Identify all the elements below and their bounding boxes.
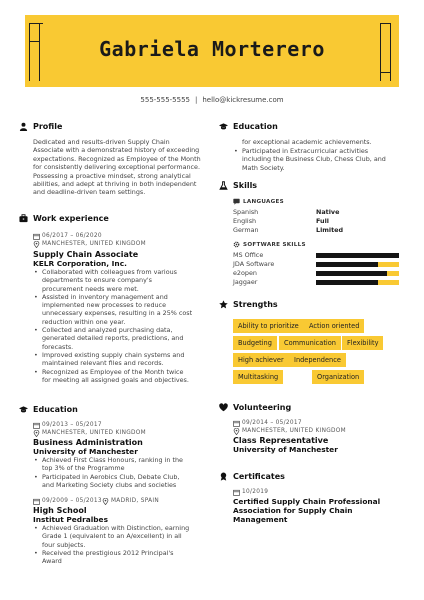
- skill-level-gap: [387, 271, 399, 276]
- skill-level-bar: [316, 253, 399, 258]
- skill-level-bar: [316, 271, 399, 276]
- header-frame-line: [380, 72, 391, 73]
- header-frame-line: [380, 23, 391, 24]
- volunteering-title: Volunteering: [233, 403, 292, 412]
- location-pin-icon: [233, 428, 240, 435]
- strengths-title: Strengths: [233, 300, 278, 309]
- strength-tag: Multitasking: [233, 370, 283, 384]
- education-bullets: [33, 456, 193, 489]
- calendar-icon: [33, 233, 40, 240]
- education-continued-title: Education: [233, 122, 278, 131]
- list-item: • Assisted in inventory management and implemented new processes to reduce unnecessary expenses, resulting in a 25% cost reduction within one year.: [33, 293, 193, 326]
- strength-tag: Ability to prioritize: [233, 319, 304, 333]
- contact-line: [0, 96, 424, 104]
- location-pin-icon: [102, 498, 109, 505]
- education-location: MADRID, SPAIN: [111, 498, 160, 504]
- work-location: MANCHESTER, UNITED KINGDOM: [42, 241, 146, 247]
- certificate-name: Certified Supply Chain Professional Association for Supply Chain Management: [233, 497, 381, 524]
- list-item: • Participated in Extracurricular activities including the Business Club, Chess Club, and Math Society.: [233, 147, 398, 172]
- work-company: KELR Corporation, Inc.: [33, 259, 127, 268]
- certificates-title: Certificates: [233, 472, 285, 481]
- list-item: • Received the prestigious 2012 Principal's Award: [33, 549, 193, 566]
- education-dates: 09/2009 – 05/2013: [42, 498, 102, 504]
- profile-title: Profile: [33, 122, 63, 131]
- list-item: • Improved existing supply chain systems and maintained relevant files and records.: [33, 351, 193, 368]
- calendar-icon: [33, 498, 40, 505]
- software-name: e2open: [233, 269, 257, 277]
- education-degree: Business Administration: [33, 438, 143, 447]
- location-pin-icon: [33, 430, 40, 437]
- work-dates: 06/2017 – 06/2020: [42, 233, 102, 239]
- graduation-cap-icon: [19, 405, 28, 414]
- header-frame-line: [29, 23, 43, 24]
- software-name: Jaggaer: [233, 278, 258, 286]
- heart-icon: [219, 403, 228, 412]
- header-banner: [25, 15, 399, 87]
- gear-icon: [233, 241, 240, 248]
- education-title: Education: [33, 405, 78, 414]
- calendar-icon: [33, 422, 40, 429]
- calendar-icon: [233, 489, 240, 496]
- person-icon: [19, 122, 28, 131]
- location-pin-icon: [33, 241, 40, 248]
- language-name: Spanish: [233, 208, 259, 216]
- strength-tag: High achiever: [233, 353, 289, 367]
- education-location: MANCHESTER, UNITED KINGDOM: [42, 430, 146, 436]
- briefcase-icon: [19, 214, 28, 223]
- graduation-cap-icon: [219, 122, 228, 131]
- software-name: JDA Software: [233, 260, 275, 268]
- volunteering-dates: 09/2014 – 05/2017: [242, 420, 302, 426]
- education-school: University of Manchester: [33, 447, 138, 456]
- skill-level-gap: [378, 280, 399, 285]
- list-item: • Collaborated with colleagues from various departments to ensure company's procurement needs were met.: [33, 268, 193, 293]
- list-item: • Collected and analyzed purchasing data, generated detailed reports, predictions, and forecasts.: [33, 326, 193, 351]
- calendar-icon: [233, 420, 240, 427]
- profile-text: Dedicated and results-driven Supply Chain Associate with a demonstrated history of exceeding expectations. Recognized as Employee of the Month for consistently delivering exceptional performance. Possessing a proactive mindset, strong analytical abilities, and adept at thriving in both independent and deadline-driven team settings.: [33, 138, 201, 197]
- software-name: MS Office: [233, 251, 264, 259]
- language-level: Native: [316, 208, 340, 216]
- education-continued-bullets: [233, 147, 398, 172]
- education-dates: 09/2013 – 05/2017: [42, 422, 102, 428]
- software-label: SOFTWARE SKILLS: [243, 242, 306, 248]
- contact-separator: |: [195, 96, 198, 104]
- list-item: • Recognized as Employee of the Month twice for meeting all assigned goals and objectives.: [33, 368, 193, 385]
- language-icon: [233, 198, 240, 205]
- phone-number: 555-555-5555: [140, 96, 190, 104]
- certificate-date: 10/2019: [242, 489, 269, 495]
- strength-tag: Communication: [279, 336, 341, 350]
- skills-title: Skills: [233, 181, 258, 190]
- language-name: German: [233, 226, 259, 234]
- email-address: hello@kickresume.com: [202, 96, 284, 104]
- work-title: Work experience: [33, 214, 109, 223]
- language-level: Limited: [316, 226, 344, 234]
- strength-tag: Flexibility: [342, 336, 383, 350]
- award-icon: [219, 472, 228, 481]
- language-level: Full: [316, 217, 329, 225]
- education-bullets: [33, 524, 193, 565]
- language-name: English: [233, 217, 257, 225]
- education-school: Institut Pedralbes: [33, 515, 108, 524]
- languages-label: LANGUAGES: [243, 199, 285, 205]
- strength-tag: Independence: [289, 353, 346, 367]
- list-item: • Participated in Aerobics Club, Debate Club, and Marketing Society clubs and societies: [33, 473, 193, 490]
- volunteering-location: MANCHESTER, UNITED KINGDOM: [242, 428, 346, 434]
- list-item: • Achieved Graduation with Distinction, earning Grade 1 (equivalent to an A/excellent) in all four subjects.: [33, 524, 193, 549]
- volunteering-role: Class Representative: [233, 436, 329, 445]
- star-icon: [219, 300, 228, 309]
- strength-tag: Action oriented: [304, 319, 364, 333]
- flask-icon: [219, 181, 228, 190]
- work-role: Supply Chain Associate: [33, 250, 139, 259]
- skill-level-bar: [316, 262, 399, 267]
- education-continued-text: for exceptional academic achievements.: [242, 138, 372, 146]
- volunteering-org: University of Manchester: [233, 445, 338, 454]
- list-item: • Achieved First Class Honours, ranking in the top 3% of the Programme: [33, 456, 193, 473]
- skill-level-gap: [378, 262, 399, 267]
- work-bullets: [33, 268, 193, 384]
- strength-tag: Budgeting: [233, 336, 277, 350]
- skill-level-bar: [316, 280, 399, 285]
- candidate-name: Gabriela Morterero: [99, 37, 325, 61]
- education-degree: High School: [33, 506, 87, 515]
- strength-tag: Organization: [312, 370, 364, 384]
